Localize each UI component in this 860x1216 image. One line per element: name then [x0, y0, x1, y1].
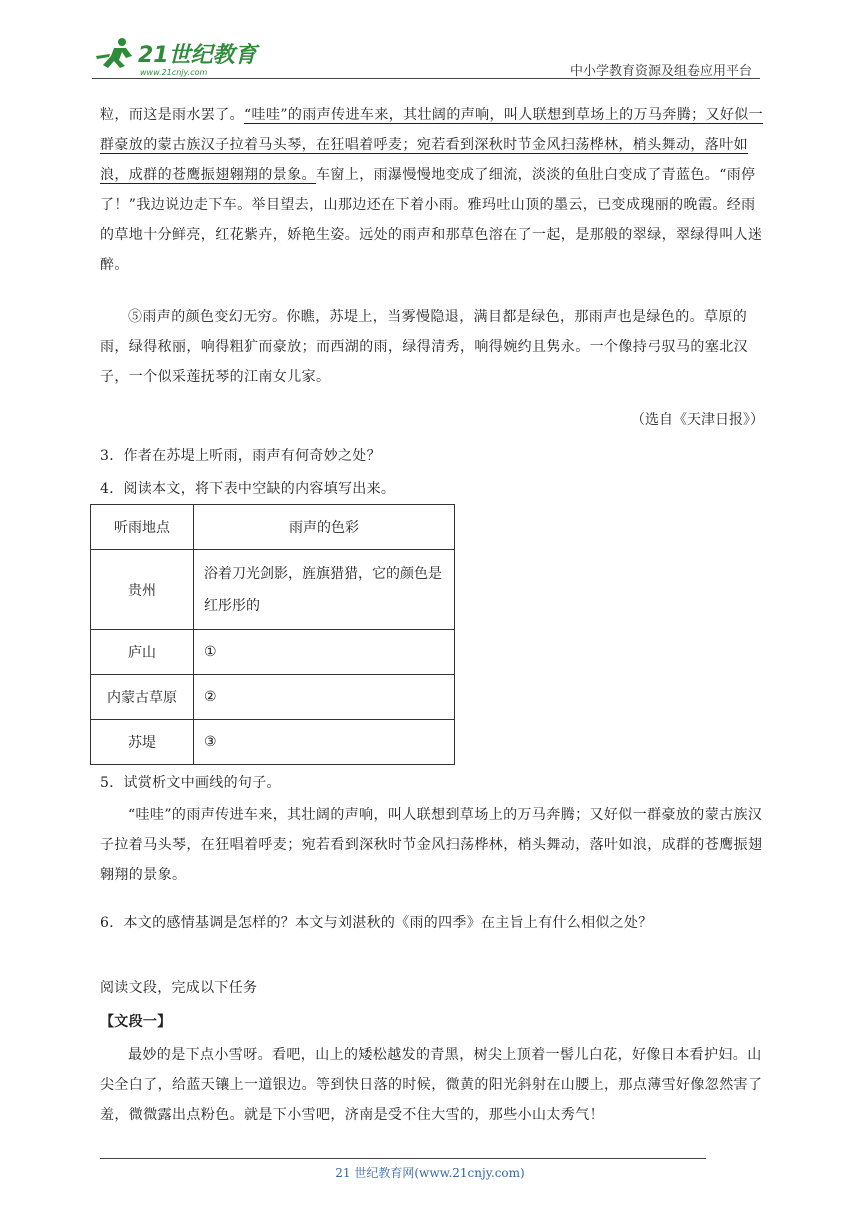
footer-link[interactable]: 21 世纪教育网(www.21cnjy.com) — [335, 1166, 525, 1180]
underlined-sentence: “哇哇”的雨声传进车来，其壮阔的声响，叫人联想到草场上的万马奔腾；又好似一群豪放的蒙古族汉子拉着马头琴，在狂唱着呼麦；宛若看到深秋时节金风扫荡桦林，梢头舞动，落叶如浪，成群的苍鹰振翅翱翔的景象。 — [100, 107, 764, 183]
paragraph-lead: 粒，而这是雨水罢了。 — [100, 107, 244, 123]
platform-name: 中小学教育资源及组卷应用平台 — [569, 64, 752, 79]
table-header-cell: 听雨地点 — [91, 505, 194, 550]
table-row — [91, 720, 455, 765]
question-5: 5．试赏析文中画线的句子。 — [100, 775, 281, 791]
table-header-row — [91, 505, 455, 550]
logo-url: www.21cnjy.com — [140, 68, 208, 77]
section-intro: 阅读文段，完成以下任务 — [100, 980, 258, 996]
paragraph-rest: 车窗上，雨瀑慢慢地变成了细流，淡淡的鱼肚白变成了青蓝色。“雨停了！”我边说边走下车。举目望去，山那边还在下着小雨。雅玛吐山顶的墨云，已变成瑰丽的晚霞。经雨的草地十分鲜亮，红花紫卉，娇艳生姿。远处的雨声和那草色溶在了一起，是那般的翠绿，翠绿得叫人迷醉。 — [100, 167, 763, 273]
article-source: （选自《天津日报》） — [631, 412, 764, 428]
article-paragraph-5: ⑤雨声的颜色变幻无穷。你瞧，苏堤上，当雾慢隐退，满目都是绿色，那雨声也是绿色的。草原的雨，绿得秾丽，响得粗犷而豪放；而西湖的雨，绿得清秀，响得婉约且隽永。一个像持弓驭马的塞北汉子，一个似采莲抚琴的江南女儿家。 — [100, 309, 748, 385]
table-row — [91, 630, 455, 675]
table-row — [91, 550, 455, 630]
answer-blank-2: ② — [194, 675, 455, 720]
logo-wordmark: 21世纪教育 — [138, 43, 257, 68]
question-3: 3．作者在苏堤上听雨，雨声有何奇妙之处？ — [100, 448, 381, 464]
table-cell: 浴着刀光剑影，旌旗猎猎，它的颜色是红彤彤的 — [194, 550, 455, 630]
rain-color-table — [90, 504, 455, 765]
article-paragraph-1 — [100, 100, 764, 280]
site-logo[interactable] — [92, 34, 262, 78]
table-cell: 内蒙古草原 — [91, 675, 194, 720]
question-4: 4．阅读本文，将下表中空缺的内容填写出来。 — [100, 481, 396, 497]
section-label: 【文段一】 — [100, 1014, 172, 1030]
table-cell: 苏堤 — [91, 720, 194, 765]
passage-1-text: 最妙的是下点小雪呀。看吧，山上的矮松越发的青黑，树尖上顶着一髻儿白花，好像日本看护妇。山尖全白了，给蓝天镶上一道银边。等到快日落的时候，微黄的阳光斜射在山腰上，那点薄雪好像忽然害了羞，微微露出点粉色。就是下小雪吧，济南是受不住大雪的，那些小山太秀气！ — [100, 1047, 763, 1123]
table-cell: 贵州 — [91, 550, 194, 630]
question-5-quote: “哇哇”的雨声传进车来，其壮阔的声响，叫人联想到草场上的万马奔腾；又好似一群豪放的蒙古族汉子拉着马头琴，在狂唱着呼麦；宛若看到深秋时节金风扫荡桦林，梢头舞动，落叶如浪，成群的苍鹰振翅翱翔的景象。 — [100, 807, 763, 883]
header-divider — [92, 78, 760, 79]
footer-divider — [100, 1158, 706, 1159]
table-cell: 庐山 — [91, 630, 194, 675]
answer-blank-1: ① — [194, 630, 455, 675]
answer-blank-3: ③ — [194, 720, 455, 765]
table-header-cell: 雨声的色彩 — [194, 505, 455, 550]
question-6: 6．本文的感情基调是怎样的？本文与刘湛秋的《雨的四季》在主旨上有什么相似之处？ — [100, 915, 653, 931]
table-row — [91, 675, 455, 720]
page-header — [92, 30, 762, 80]
